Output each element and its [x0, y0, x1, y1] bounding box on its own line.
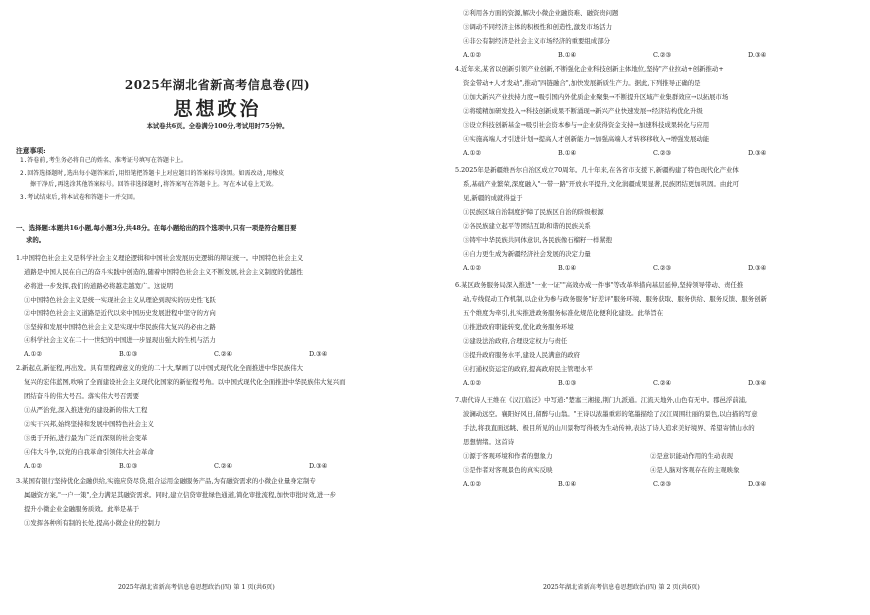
option-d: D.③④: [748, 264, 767, 272]
option-a: A.①②: [463, 264, 482, 272]
q2-stem-line: 团结奋斗的伟大号召。落实伟大号召需要: [24, 392, 140, 400]
option-a: A.①②: [24, 350, 43, 358]
q4-stem-line: 资金带动+人才发动",推动"四链融合",加快发展新质生产力。据此,下列推导正确的是: [463, 79, 701, 87]
subject-title: 思想政治: [173, 98, 262, 120]
q3-stem-line: 提升小微企业金融服务质效。此举是基于: [24, 505, 140, 513]
note-3: 3.考试结束后,将本试卷和答题卡一并交回。: [20, 194, 139, 201]
note-1: 1.答卷前,考生务必将自己的姓名、准考证号填写在答题卡上。: [20, 157, 187, 164]
exam-meta: 本试卷共6页。全卷满分100分,考试用时75分钟。: [146, 123, 289, 130]
q1-stem-line: 道路是中国人民在自己的奋斗实践中创造的,随着中国特色社会主义不断发展,社会主义制度的优越性: [24, 268, 303, 276]
q2-choice: ③勇于开拓,进行最为广泛而深刻的社会变革: [24, 434, 148, 442]
option-c: C.②③: [653, 51, 672, 59]
q2-choice: ①从严治党,深入推进党的建设新的伟大工程: [24, 406, 148, 414]
q7-choice: ①源于客观环境和作者的想象力: [463, 452, 553, 460]
q6-choice: ③提升政府服务水平,建设人民满意的政府: [463, 351, 581, 359]
q1-stem-line: 1.中国特色社会主义是科学社会主义理论逻辑和中国社会发展历史逻辑的辩证统一。中国特色社会主义: [16, 254, 304, 262]
q7-choice: ③是作者对客观景色的真实反映: [463, 466, 553, 474]
option-b: B.①④: [558, 149, 577, 157]
q6-choice: ①推进政府职能转变,优化政务服务环境: [463, 323, 574, 331]
q1-choice: ④科学社会主义在二十一世纪的中国进一步显现出强大的生机与活力: [24, 336, 216, 344]
q6-stem-line: 五个维度为牵引,扎实推进政务服务标准化规范化便利化建设。此举旨在: [463, 309, 664, 317]
option-d: D.③④: [748, 51, 767, 59]
option-d: D.③④: [309, 350, 328, 358]
q4-choice: ②将缆精加研发投入→科技创新成果不断涌现→新兴产业快速发展→经济结构优化升级: [463, 107, 703, 115]
q3-choice: ②利用各方面的资源,解决小微企业融资难、融资贵问题: [463, 9, 619, 17]
option-b: B.①④: [558, 264, 577, 272]
option-a: A.①②: [463, 51, 482, 59]
q1-choice: ①中国特色社会主义是统一实现社会主义从理论到现实的历史性飞跃: [24, 296, 216, 304]
q7-stem-line: 手法,将我直面远眺、极目所见的山川景物写得极为生动传神,表达了诗人追求美好境界、希望寄情山水的: [463, 424, 755, 432]
q2-choice: ④伟大斗争,以党的自我革命引领伟大社会革命: [24, 448, 154, 456]
option-a: A.①②: [24, 462, 43, 470]
option-d: D.③④: [309, 462, 328, 470]
q4-choice: ③设立科技创新基金→吸引社会资本参与→企业获得资金支持→加速科技成果转化与应用: [463, 121, 710, 129]
exam-title: 2025年湖北省新高考信息卷(四): [124, 78, 311, 92]
q3-stem-line: 3.某国有银行坚持优化金融供给,实施应贷尽贷,组合运用金融服务产品,为有融资需求的小微企业量身定制专: [16, 477, 316, 485]
q3-choice: ①发挥各种所有制的长处,提高小微企业的控制力: [24, 519, 161, 527]
section-heading-cont: 求的。: [26, 236, 46, 244]
q7-stem-line: 波澜动远空。襄阳好风日,留醉与山翁。"王诗以浓墨重彩的笔墨描绘了汉江周围壮丽的景色,以白描的写意: [463, 410, 758, 418]
q5-choice: ③铸牢中华民族共同体意识,各民族像石榴籽一样紧抱: [463, 236, 613, 244]
option-b: B.①③: [119, 462, 138, 470]
option-c: C.②③: [653, 149, 672, 157]
notes-heading: 注意事项:: [16, 147, 46, 155]
q1-stem-line: 必将进一步发挥,我们的道路必将越走越宽广。这说明: [24, 282, 174, 290]
page-footer: 2025年湖北省新高考信息卷思想政治(四) 第 1 页(共6页): [118, 584, 275, 591]
section-heading: 一、选择题:本题共16小题,每小题3分,共48分。在每小题给出的四个选项中,只有一项是符合题目要: [16, 224, 297, 232]
q6-stem-line: 6.某区政务服务局深入推进"一业一证""高效办成一件事"等改革举措向基层延伸,坚持领导带动、责任推: [455, 281, 744, 289]
q7-choice: ④是人脑对客观存在的主观映象: [650, 466, 740, 474]
option-b: B.①③: [119, 350, 138, 358]
q6-choice: ②建设法治政府,合理设定权力与责任: [463, 337, 568, 345]
q6-choice: ④打通权资运定的政府,提高政府民主管理水平: [463, 365, 593, 373]
page-footer: 2025年湖北省新高考信息卷思想政治(四) 第 2 页(共6页): [543, 584, 700, 591]
q2-stem-line: 复兴的宏伟蓝图,吹响了全面建设社会主义现代化国家的新征程号角。以中国式现代化全面推进中华民族伟大复兴而: [24, 378, 346, 386]
q7-stem-line: 思想情绪。这首诗: [463, 438, 515, 446]
q2-choice: ②实干兴邦,始终坚持和发展中国特色社会主义: [24, 420, 154, 428]
q4-choice: ①加大新兴产业扶持力度→吸引国内外优质企业聚集→不断提升区域产业集群效应→以拓展市场: [463, 93, 729, 101]
option-a: A.①②: [463, 149, 482, 157]
q7-choice: ②是意识能动作用的生动表现: [650, 452, 734, 460]
q5-stem-line: 5.2025年是新疆维吾尔自治区成立70周年。几十年来,在各省市支援下,新疆构建了特色现代化产业体: [455, 166, 739, 174]
option-b: B.①③: [558, 379, 577, 387]
option-c: C.②③: [653, 264, 672, 272]
option-c: C.②④: [214, 462, 233, 470]
q6-stem-line: 动,专线促动工作机制,以企业为参与政务服务"好差评"服务环境、服务获取、服务供给、服务反馈、服务创新: [463, 295, 767, 303]
option-c: C.②③: [653, 480, 672, 488]
q1-choice: ③坚持和发展中国特色社会主义是实现中华民族伟大复兴的必由之路: [24, 323, 216, 331]
option-a: A.①②: [463, 379, 482, 387]
q5-choice: ②各民族建立起平等团结互助和谐的民族关系: [463, 222, 591, 230]
q3-choice: ④非公有制经济是社会主义市场经济的重要组成部分: [463, 37, 610, 45]
q3-stem-line: 属融资方案,"一户一策",全力满足其融资需求。同时,建立信贷审批绿色通道,简化审批流程,加快审批时效,进一步: [24, 491, 337, 499]
q1-choice: ②中国特色社会主义道路是近代以来中国历史发展进程中坚守的方向: [24, 309, 216, 317]
option-a: A.①②: [463, 480, 482, 488]
option-b: B.①④: [558, 51, 577, 59]
exam-page-2: [435, 0, 870, 615]
q3-choice: ③调动不同经济主体的积极性和创造性,激发市场活力: [463, 23, 613, 31]
option-c: C.②④: [214, 350, 233, 358]
option-d: D.③④: [748, 379, 767, 387]
q5-choice: ①民族区域自治制度护障了民族区自治的阶级根源: [463, 208, 604, 216]
note-2: 2.回答选择题时,选出每小题答案后,用铅笔把答题卡上对应题目的答案标号涂黑。如需改动,用橡皮: [20, 170, 285, 177]
q5-stem-line: 系,基础产业繁荣,深度融入"一带一路"开放水平提升,文化润疆成果显著,民族团结更加巩固。由此可: [463, 180, 740, 188]
q4-choice: ④实施高端人才引进计划→提高人才创新能力→加强高端人才转移移收入→增强发展动能: [463, 135, 710, 143]
option-c: C.②④: [653, 379, 672, 387]
option-d: D.③④: [748, 480, 767, 488]
q5-choice: ④自力更生成为新疆经济社会发展的决定力量: [463, 250, 591, 258]
q2-stem-line: 2.新起点,新征程,再出发。具有里程碑意义的党的二十大,擘画了以中国式现代化全面推进中华民族伟大: [16, 364, 303, 372]
option-b: B.①④: [558, 480, 577, 488]
option-d: D.③④: [748, 149, 767, 157]
q7-stem-line: 7.唐代诗人王维在《汉江临泛》中写道:"楚塞三湘接,荆门九派通。江流天地外,山色有无中。郡邑浮前浦,: [455, 396, 748, 404]
q4-stem-line: 4.近年来,某省以创新引领产业创新,不断强化企业科技创新主体地位,坚持"产业拉动+创新推动+: [455, 65, 724, 73]
note-2-cont: 擦干净后,再选涂其他答案标号。回答非选择题时,将答案写在答题卡上。写在本试卷上无效。: [30, 181, 278, 188]
q5-stem-line: 见,新疆的成就得益于: [463, 194, 523, 202]
